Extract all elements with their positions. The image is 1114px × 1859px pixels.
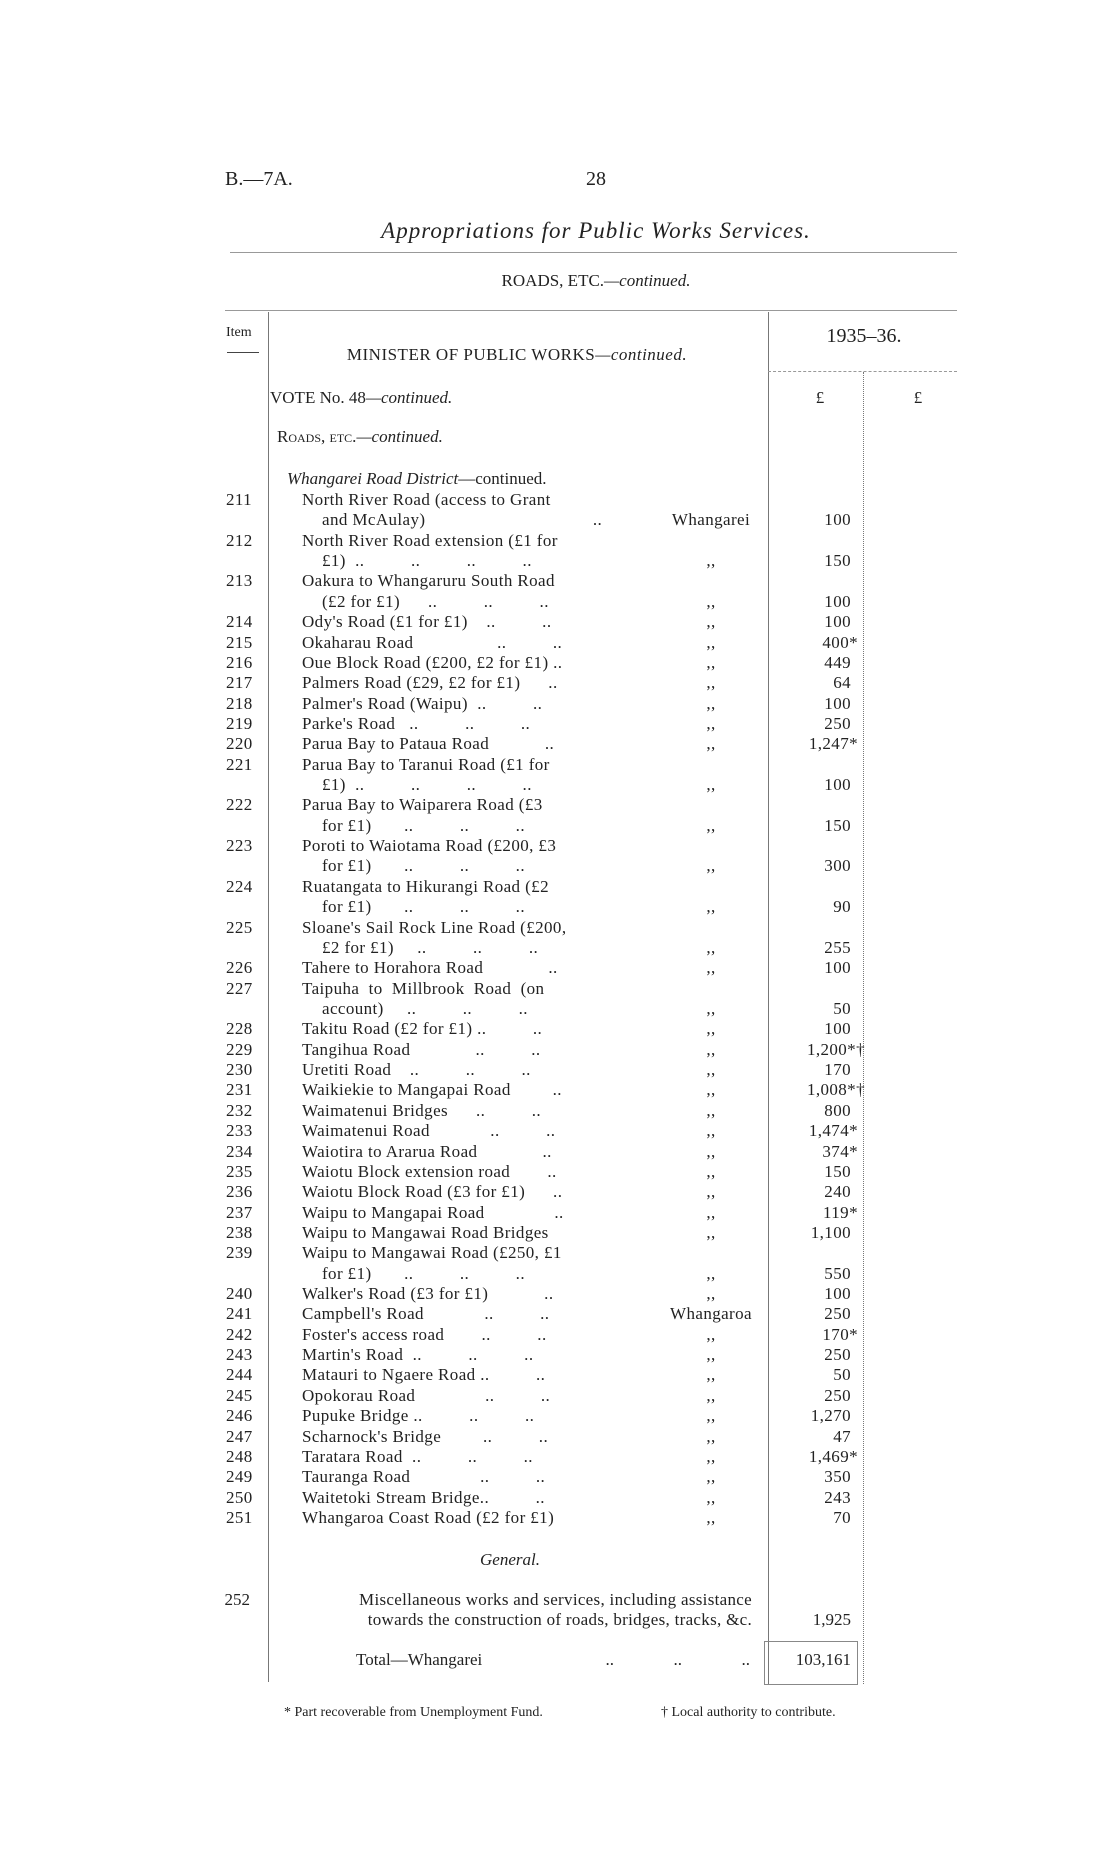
item-description: Foster's access road .. .. [302, 1324, 547, 1344]
item-description: account) .. .. .. [322, 999, 528, 1018]
item-number: 232 [226, 1100, 253, 1120]
item-amount: 50 [833, 999, 851, 1018]
item-place: ,, [706, 1508, 716, 1527]
subhead-heading [277, 427, 443, 447]
item-number: 213 [226, 571, 253, 591]
table-row-continuation [0, 938, 1114, 958]
item-description: Waiotu Block Road (£3 for £1) .. [302, 1182, 563, 1202]
item-number: 229 [226, 1039, 253, 1059]
item-place: ,, [706, 1100, 716, 1120]
subhead-name: Roads, etc. [277, 427, 357, 446]
table-row-continuation [0, 856, 1114, 876]
table-row [0, 1284, 1114, 1304]
item-description: Oakura to Whangaruru South Road [302, 571, 555, 591]
item-place: ,, [706, 1039, 716, 1059]
item-amount: 300 [824, 856, 851, 876]
item-number: 225 [226, 917, 253, 937]
item-description: Taipuha to Millbrook Road (on [302, 978, 545, 998]
item-description: North River Road extension (£1 for [302, 530, 558, 550]
table-row [0, 1080, 1114, 1100]
document-reference: B.—7A. [225, 168, 293, 190]
table-row [0, 1182, 1114, 1202]
item-place: ,, [706, 1080, 716, 1100]
item-amount: 150 [824, 815, 851, 835]
table-row [0, 1467, 1114, 1487]
item-number: 233 [226, 1121, 253, 1141]
item-amount: 100 [824, 775, 851, 795]
title-rule [230, 252, 957, 253]
item-description: for £1) .. .. .. [322, 815, 525, 835]
item-description: North River Road (access to Grant [302, 490, 551, 509]
item-number: 250 [226, 1487, 253, 1507]
page-number: 28 [586, 168, 606, 190]
item-description: Taratara Road .. .. .. [302, 1446, 533, 1466]
item-place: ,, [706, 1385, 716, 1405]
item-number: 251 [226, 1508, 253, 1527]
table-row-continuation [0, 999, 1114, 1019]
general-heading: General. [480, 1550, 540, 1569]
item-description: Parua Bay to Pataua Road .. [302, 734, 555, 754]
item-amount: 255 [824, 937, 851, 957]
item-description: Waitetoki Stream Bridge.. .. [302, 1487, 545, 1507]
item-amount: 64 [833, 673, 851, 693]
item-description: £1) .. .. .. .. [322, 551, 532, 571]
item-description: Waimatenui Road .. .. [302, 1121, 556, 1141]
item-description: Takitu Road (£2 for £1) .. .. [302, 1019, 543, 1039]
table-row-continuation [0, 897, 1114, 917]
item-description: Waikiekie to Mangapai Road .. [302, 1080, 562, 1100]
table-row [0, 1427, 1114, 1447]
item-description: Palmer's Road (Waipu) .. .. [302, 693, 543, 713]
table-row-continuation [0, 1264, 1114, 1284]
item-place: ,, [706, 1121, 716, 1141]
district-name: Whangarei Road District [287, 469, 459, 488]
item-place: ,, [706, 734, 716, 754]
table-row [0, 673, 1114, 693]
item-amount: 100 [824, 1019, 851, 1039]
table-row [0, 571, 1114, 591]
item-place: ,, [706, 1019, 716, 1039]
item-number: 231 [226, 1080, 253, 1100]
item-number: 244 [226, 1365, 253, 1385]
item-description: for £1) .. .. .. [322, 1263, 525, 1283]
item-amount: 1,100 [810, 1222, 851, 1242]
item-amount: 400* [822, 632, 858, 652]
item-number: 245 [226, 1385, 253, 1405]
item-number: 241 [226, 1304, 253, 1324]
table-row [0, 979, 1114, 999]
section-heading [502, 271, 691, 291]
table-row [0, 1040, 1114, 1060]
item-place: ,, [706, 1406, 716, 1426]
item-place: ,, [706, 652, 716, 672]
table-row [0, 694, 1114, 714]
table-row [0, 795, 1114, 815]
item-place: ,, [706, 693, 716, 713]
item-description: for £1) .. .. .. [322, 856, 525, 876]
item-number: 243 [226, 1345, 253, 1365]
currency-header-1: £ [815, 388, 825, 407]
item-place: ,, [706, 815, 716, 835]
table-row [0, 836, 1114, 856]
vote-heading [270, 388, 452, 408]
item-place: ,, [706, 1467, 716, 1487]
item-amount: 1,270 [810, 1406, 851, 1426]
item-amount: 250 [824, 1304, 851, 1324]
item-description: Oue Block Road (£200, £2 for £1) .. [302, 652, 563, 672]
table-row [0, 1304, 1114, 1324]
item-number: 234 [226, 1141, 253, 1161]
item-number: 230 [226, 1060, 253, 1080]
section-suffix: —continued. [604, 271, 691, 290]
table-row [0, 1406, 1114, 1426]
item-description: Whangaroa Coast Road (£2 for £1) [302, 1508, 555, 1527]
item-number: 220 [226, 734, 253, 754]
table-row-continuation [0, 775, 1114, 795]
item-number: 216 [226, 652, 253, 672]
item-description: Tahere to Horahora Road .. [302, 958, 558, 978]
item-place: ,, [706, 632, 716, 652]
general-description-line-1: Miscellaneous works and services, including assistance [359, 1590, 752, 1609]
table-top-rule [225, 310, 957, 311]
item-place: ,, [706, 1263, 716, 1283]
item-place: ,, [706, 1222, 716, 1242]
item-number: 218 [226, 693, 253, 713]
item-number: 240 [226, 1284, 253, 1304]
item-place: ,, [706, 999, 716, 1018]
item-amount: 90 [833, 897, 851, 917]
year-header-rule [768, 371, 957, 372]
item-amount: 170 [824, 1060, 851, 1080]
item-amount: 250 [824, 1345, 851, 1365]
item-description: Tauranga Road .. .. [302, 1467, 546, 1487]
item-number: 252 [224, 1590, 250, 1609]
table-row-continuation [0, 551, 1114, 571]
item-amount: 1,008*† [806, 1080, 865, 1100]
table-row [0, 490, 1114, 510]
item-place: ,, [706, 551, 716, 571]
table-row-continuation [0, 592, 1114, 612]
item-description: Waiotu Block extension road .. [302, 1161, 557, 1181]
item-number: 211 [226, 490, 253, 509]
item-description: Walker's Road (£3 for £1) .. [302, 1284, 554, 1304]
item-number: 222 [226, 795, 253, 815]
item-amount: 50 [833, 1365, 851, 1385]
item-description: Waimatenui Bridges .. .. [302, 1100, 542, 1120]
table-row [0, 1386, 1114, 1406]
item-description: Scharnock's Bridge .. .. [302, 1426, 549, 1446]
item-description: Tangihua Road .. .. [302, 1039, 541, 1059]
item-description: Waipu to Mangapai Road .. [302, 1202, 564, 1222]
item-number: 236 [226, 1182, 253, 1202]
item-amount: 150 [824, 1161, 851, 1181]
item-description: Okaharau Road .. .. [302, 632, 563, 652]
table-row-continuation [0, 816, 1114, 836]
item-place: ,, [706, 958, 716, 978]
table-row [0, 1019, 1114, 1039]
item-number: 237 [226, 1202, 253, 1222]
general-description-line-2: towards the construction of roads, bridges, tracks, &c. [367, 1610, 752, 1629]
item-description: £2 for £1) .. .. .. [322, 937, 539, 957]
item-description: Waipu to Mangawai Road (£250, £1 [302, 1243, 562, 1263]
item-amount: 100 [824, 1284, 851, 1304]
item-number: 221 [226, 754, 253, 774]
item-amount: 170* [822, 1324, 858, 1344]
item-place: ,, [706, 1345, 716, 1365]
item-number: 228 [226, 1019, 253, 1039]
currency-header-2: £ [913, 388, 923, 407]
vote-number: VOTE No. 48 [270, 388, 366, 407]
vote-suffix: —continued. [365, 388, 453, 407]
item-place: ,, [706, 1284, 716, 1304]
item-description: Waipu to Mangawai Road Bridges [302, 1222, 549, 1242]
table-row [0, 1488, 1114, 1508]
item-description: Parua Bay to Taranui Road (£1 for [302, 754, 550, 774]
item-amount: 150 [824, 551, 851, 571]
table-row [0, 1447, 1114, 1467]
item-place: ,, [706, 856, 716, 876]
item-description: Matauri to Ngaere Road .. .. [302, 1365, 546, 1385]
item-place: ,, [706, 1487, 716, 1507]
table-row [0, 958, 1114, 978]
table-row [0, 714, 1114, 734]
district-suffix: —continued. [458, 469, 547, 488]
item-description: Campbell's Road .. .. [302, 1304, 550, 1324]
item-number: 248 [226, 1446, 253, 1466]
total-label: Total—Whangarei [356, 1650, 483, 1669]
item-description: Martin's Road .. .. .. [302, 1345, 534, 1365]
table-row [0, 1162, 1114, 1182]
year-column-header: 1935–36. [826, 325, 902, 347]
item-place: ,, [706, 1324, 716, 1344]
item-amount: 119* [823, 1202, 858, 1222]
table-row [0, 531, 1114, 551]
item-number: 212 [226, 530, 253, 550]
general-amount: 1,925 [812, 1610, 851, 1629]
table-row [0, 1325, 1114, 1345]
footnote-asterisk: * Part recoverable from Unemployment Fund. [284, 1705, 543, 1720]
item-number: 239 [226, 1243, 253, 1263]
item-place: ,, [706, 1141, 716, 1161]
section-name: ROADS, ETC. [501, 271, 605, 290]
item-number: 224 [226, 876, 253, 896]
item-description: for £1) .. .. .. [322, 897, 525, 917]
item-amount: 47 [833, 1426, 851, 1446]
item-description: Poroti to Waiotama Road (£200, £3 [302, 836, 557, 856]
item-number: 249 [226, 1467, 253, 1487]
item-description: Pupuke Bridge .. .. .. [302, 1406, 535, 1426]
item-amount: 240 [824, 1182, 851, 1202]
item-amount: 100 [824, 693, 851, 713]
item-amount: 1,200*† [806, 1039, 865, 1059]
item-description: Opokorau Road .. .. [302, 1385, 551, 1405]
item-amount: 550 [824, 1263, 851, 1283]
item-place: ,, [706, 612, 716, 632]
table-row [0, 1508, 1114, 1528]
item-number: 214 [226, 612, 253, 632]
item-description: Ruatangata to Hikurangi Road (£2 [302, 876, 549, 896]
table-row [0, 1365, 1114, 1385]
item-place: ,, [706, 673, 716, 693]
table-row [0, 1101, 1114, 1121]
item-amount: 449 [824, 652, 851, 672]
item-place: Whangaroa [670, 1304, 752, 1324]
item-number: 246 [226, 1406, 253, 1426]
table-row [0, 1060, 1114, 1080]
item-amount: 243 [824, 1487, 851, 1507]
item-number: 227 [226, 978, 253, 998]
page-title: Appropriations for Public Works Services. [381, 218, 811, 243]
item-number: 238 [226, 1222, 253, 1242]
item-number: 219 [226, 713, 253, 733]
item-place: ,, [706, 1202, 716, 1222]
total-amount: 103,161 [795, 1650, 851, 1669]
footnote-dagger: † Local authority to contribute. [661, 1705, 836, 1720]
table-row [0, 734, 1114, 754]
item-description: Palmers Road (£29, £2 for £1) .. [302, 673, 558, 693]
item-amount: 1,474* [808, 1121, 858, 1141]
item-place: Whangarei [671, 510, 751, 530]
item-number: 223 [226, 836, 253, 856]
item-amount: 100 [824, 591, 851, 611]
table-row [0, 918, 1114, 938]
table-row [0, 877, 1114, 897]
item-place: ,, [706, 1060, 716, 1080]
subhead-suffix: —continued. [356, 427, 443, 446]
item-place: ,, [706, 1182, 716, 1202]
item-description: and McAulay) .. [322, 510, 603, 530]
item-amount: 250 [824, 1385, 851, 1405]
item-number: 242 [226, 1324, 253, 1344]
item-place: ,, [706, 713, 716, 733]
item-place: ,, [706, 591, 716, 611]
item-place: ,, [706, 1161, 716, 1181]
item-amount: 800 [824, 1100, 851, 1120]
district-heading [287, 469, 547, 489]
table-row [0, 653, 1114, 673]
item-number: 226 [226, 958, 253, 978]
total-leader: .. .. .. [605, 1650, 750, 1669]
item-header-rule [227, 352, 259, 353]
item-place: ,, [706, 1365, 716, 1385]
item-place: ,, [706, 1426, 716, 1446]
item-description: Waiotira to Ararua Road .. [302, 1141, 552, 1161]
item-amount: 1,247* [808, 734, 858, 754]
table-row-continuation [0, 510, 1114, 530]
item-column-header: Item [226, 325, 252, 340]
item-amount: 350 [824, 1467, 851, 1487]
item-amount: 100 [824, 612, 851, 632]
item-number: 247 [226, 1426, 253, 1446]
item-place: ,, [706, 897, 716, 917]
item-number: 217 [226, 673, 253, 693]
item-amount: 70 [833, 1508, 851, 1527]
item-description: Ody's Road (£1 for £1) .. .. [302, 612, 552, 632]
item-place: ,, [706, 775, 716, 795]
table-row [0, 755, 1114, 775]
table-row [0, 612, 1114, 632]
item-amount: 374* [822, 1141, 858, 1161]
item-amount: 100 [824, 510, 851, 530]
item-number: 235 [226, 1161, 253, 1181]
item-place: ,, [706, 1446, 716, 1466]
table-row [0, 1142, 1114, 1162]
item-description: Parua Bay to Waiparera Road (£3 [302, 795, 543, 815]
table-row [0, 633, 1114, 653]
table-row [0, 1203, 1114, 1223]
table-row [0, 1223, 1114, 1243]
item-amount: 250 [824, 713, 851, 733]
table-row [0, 1243, 1114, 1263]
minister-suffix: —continued. [595, 345, 688, 364]
item-amount: 1,469* [808, 1446, 858, 1466]
item-description: £1) .. .. .. .. [322, 775, 532, 795]
minister-name: MINISTER OF PUBLIC WORKS [346, 345, 596, 364]
item-description: Sloane's Sail Rock Line Road (£200, [302, 917, 567, 937]
table-row [0, 1345, 1114, 1365]
item-place: ,, [706, 937, 716, 957]
item-description: Uretiti Road .. .. .. [302, 1060, 531, 1080]
minister-heading [347, 345, 687, 365]
item-description: (£2 for £1) .. .. .. [322, 591, 549, 611]
item-number: 215 [226, 632, 253, 652]
item-description: Parke's Road .. .. .. [302, 713, 531, 733]
item-amount: 100 [824, 958, 851, 978]
table-row [0, 1121, 1114, 1141]
